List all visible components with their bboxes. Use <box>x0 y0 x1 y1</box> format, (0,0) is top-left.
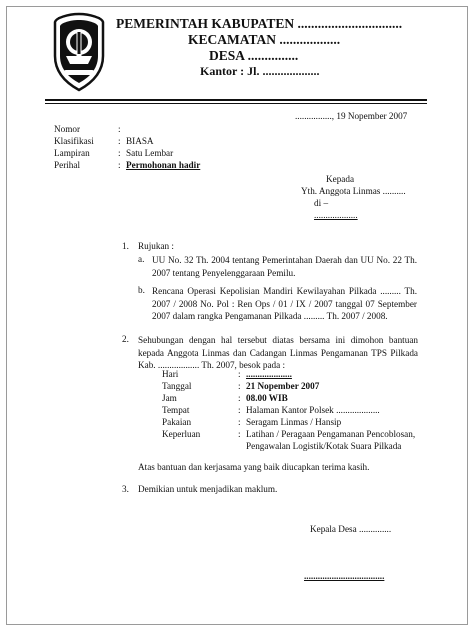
meta-sep: : <box>118 136 121 146</box>
recipient-di: di – <box>314 198 329 208</box>
signature-name: ................................... <box>304 571 385 581</box>
letter-date: ................, 19 Nopember 2007 <box>295 111 408 121</box>
schedule-label-pakaian: Pakaian <box>162 417 192 427</box>
schedule-value-keperluan-cont: Pengawalan Logistik/Kotak Suara Pilkada <box>246 441 402 451</box>
schedule-sep: : <box>238 381 241 391</box>
schedule-sep: : <box>238 393 241 403</box>
meta-sep: : <box>118 148 121 158</box>
point1-b-label: b. <box>138 285 145 295</box>
point1-b-text: Rencana Operasi Kepolisian Mandiri Kewilayahan Pilkada ......... Th. 2007 / 2008 No. Pol : Ren Ops / 01 / IX / 2007 tanggal 07 September 2007 dalam rangka Pengamanan Pilkada ......... Th. 2007 / 2008. <box>152 286 417 321</box>
schedule-label-jam: Jam <box>162 393 177 403</box>
schedule-label-hari: Hari <box>162 369 179 379</box>
point1-number: 1. <box>122 241 129 251</box>
header-village: DESA ............... <box>209 48 299 63</box>
meta-value-perihal: Permohonan hadir <box>126 160 201 170</box>
point1-title: Rujukan : <box>138 241 174 251</box>
meta-value-klasifikasi: BIASA <box>126 136 154 146</box>
point3-number: 3. <box>122 484 129 494</box>
schedule-sep: : <box>238 405 241 415</box>
header-rule-thick <box>45 99 427 101</box>
point2-number: 2. <box>122 334 129 344</box>
header-government: PEMERINTAH KABUPATEN ............................... <box>116 16 403 31</box>
thanks-line: Atas bantuan dan kerjasama yang baik diucapkan terima kasih. <box>138 462 370 472</box>
meta-value-lampiran: Satu Lembar <box>126 148 174 158</box>
schedule-label-keperluan: Keperluan <box>162 429 201 439</box>
schedule-value-jam: 08.00 WIB <box>246 393 288 403</box>
header-district: KECAMATAN .................. <box>188 32 341 47</box>
signature-title: Kepala Desa .............. <box>310 524 392 534</box>
recipient-kepada: Kepada <box>326 174 355 184</box>
schedule-sep: : <box>238 429 241 439</box>
schedule-sep: : <box>238 369 241 379</box>
schedule-label-tanggal: Tanggal <box>162 381 192 391</box>
schedule-sep: : <box>238 417 241 427</box>
point1-a-text: UU No. 32 Th. 2004 tentang Pemerintahan Daerah dan UU No. 22 Th. 2007 tentang Penyelenggaraan Pemilu. <box>152 255 417 278</box>
header-address: Kantor : Jl. ................... <box>200 64 320 78</box>
meta-sep: : <box>118 160 121 170</box>
schedule-label-tempat: Tempat <box>162 405 190 415</box>
meta-label-klasifikasi: Klasifikasi <box>54 136 94 146</box>
recipient-place: ................... <box>314 210 358 220</box>
point2-text: Sehubungan dengan hal tersebut diatas bersama ini dimohon bantuan kepada Anggota Linmas dan Cadangan Linmas Pengamanan TPS Pilkada Kab. .................. Th. 2007, besok pada : <box>138 335 418 370</box>
regency-crest-icon <box>52 12 106 92</box>
schedule-value-keperluan: Latihan / Peragaan Pengamanan Pencoblosan, <box>246 429 416 439</box>
schedule-value-tempat: Halaman Kantor Polsek ................... <box>246 405 380 415</box>
point1-a-label: a. <box>138 254 145 264</box>
meta-label-perihal: Perihal <box>54 160 81 170</box>
meta-label-lampiran: Lampiran <box>54 148 90 158</box>
recipient-yth: Yth. Anggota Linmas .......... <box>301 186 406 196</box>
header-rule-thin <box>45 103 427 104</box>
meta-label-nomor: Nomor <box>54 124 81 134</box>
schedule-value-hari: .................... <box>246 369 292 379</box>
schedule-value-tanggal: 21 Nopember 2007 <box>246 381 320 391</box>
schedule-value-pakaian: Seragam Linmas / Hansip <box>246 417 342 427</box>
point3-text: Demikian untuk menjadikan maklum. <box>138 484 278 494</box>
meta-sep: : <box>118 124 121 134</box>
